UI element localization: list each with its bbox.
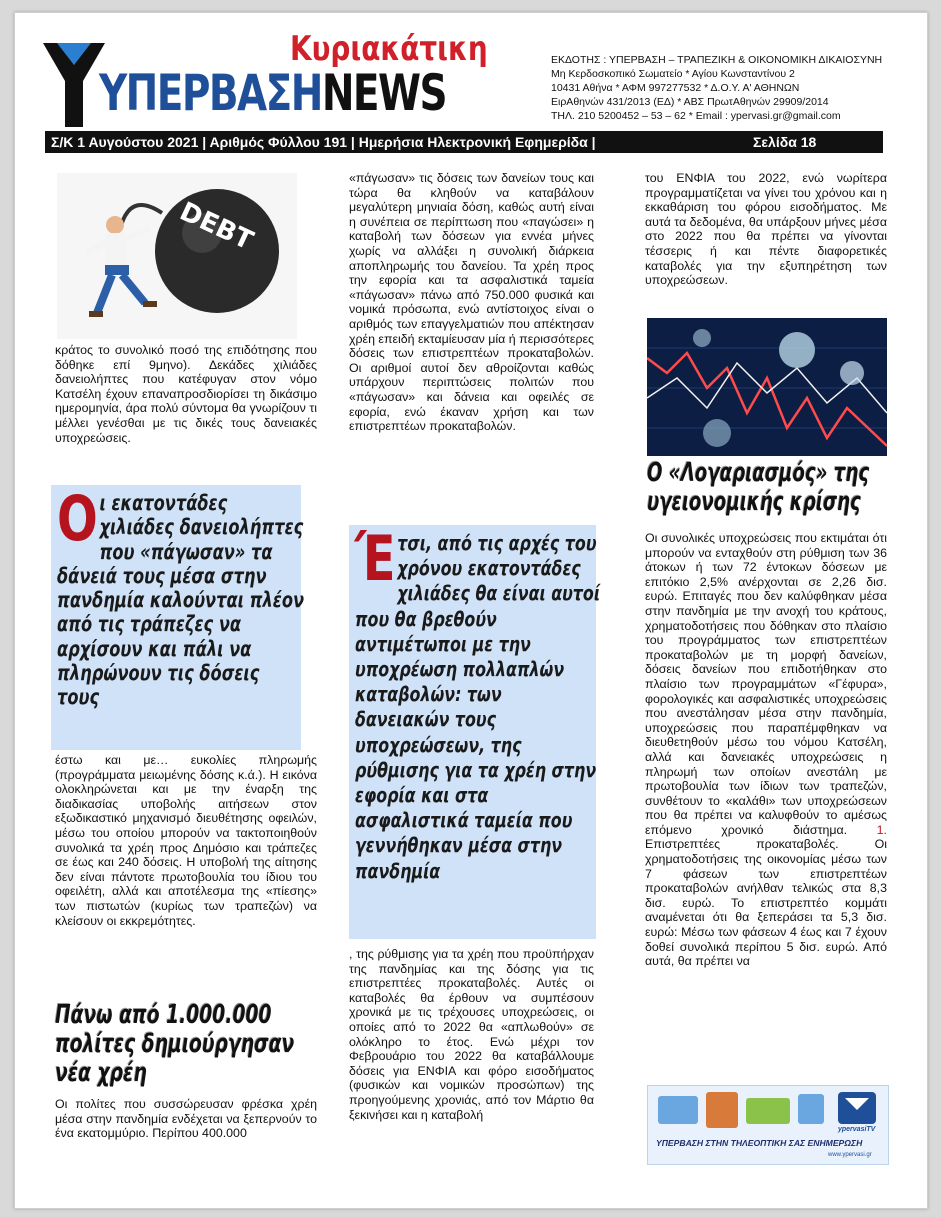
pull-quote-1-dropcap: Ο bbox=[57, 482, 98, 555]
masthead-brand bbox=[99, 65, 446, 121]
banner-brand: ypervasiTV bbox=[838, 1126, 876, 1133]
publisher-line: ΤΗΛ. 210 5200452 – 53 – 62 * Email : ypervasi.gr@gmail.com bbox=[551, 110, 841, 122]
logo-y-icon bbox=[43, 43, 105, 127]
pull-quote-2-text: τσι, από τις αρχές του χρόνου εκατοντάδες χιλιάδες θα είναι αυτοί που θα βρεθούν αντιμέτωποι με την υποχρέωση πολλαπλών καταβολών: των δανειακών τους υποχρεώσεων, της ρύθμισης για τα χρέη στην εφορία και στα ασφαλιστικά ταμεία που γεννήθηκαν μέσα στην πανδημία bbox=[355, 531, 601, 883]
col1-para-3: Οι πολίτες που συσσώρευσαν φρέσκα χρέη μέσα στην πανδημία ενδέχεται να ξεπερνούν το ένα εκατομμύριο. Περίπου 400.000 bbox=[55, 1097, 317, 1141]
debt-illustration-icon bbox=[57, 173, 297, 339]
heading-new-debts bbox=[55, 1001, 294, 1088]
brand-news: NEWS bbox=[321, 64, 446, 122]
pull-quote-1-text: ι εκατοντάδες χιλιάδες δανειολήπτες που «πάγωσαν» τα δάνειά τους μέσα στην πανδημία καλούνται πλέον από τις τράπεζες να αρχίσουν και πάλι να πληρώνουν τις δόσεις τους bbox=[57, 491, 305, 710]
newspaper-page bbox=[14, 12, 928, 1209]
pull-quote-2-dropcap: Έ bbox=[355, 522, 396, 595]
pull-quote-2 bbox=[349, 522, 601, 939]
col3-number: 1. bbox=[876, 822, 887, 837]
masthead-kyriakatiki: Κυριακάτικη bbox=[290, 29, 488, 69]
heading-health-crisis bbox=[647, 459, 869, 517]
col1-para-1: κράτος το συνολικό ποσό της επιδότησης που δόθηκε επί 9μηνο). Δεκάδες χιλιάδες δανειολήπτες που κατέφυγαν στον νόμο Κατσέλη έχουν επαναπροσδιορίσει τη δικάσιμο ημερομηνία, άρα πολύ σύντομα θα γνωρίζουν τι μέλλει γενέσθαι με τις δικές τους δανειακές υποχρεώσεις. bbox=[55, 343, 317, 445]
brand-main: ΥΠΕΡΒΑΣΗ bbox=[99, 64, 322, 122]
debt-sign: DEBT bbox=[175, 196, 258, 257]
col3-para-2b: Επιστρεπτέες προκαταβολές. Οι χρηματοδοτήσεις της οικονομίας μέσω των 7 φάσεων των επιστρεπτέων προκαταβολών ανήλθαν τελικώς στα 8,3 δισ. ευρώ. Το επιστρεπτέο κομμάτι αναμένεται ότι θα ξεπεράσει τα 5,3 δισ. ευρώ: Μέσω των φάσεων 4 έως και 7 έχουν δοθεί συνολικά περίπου 5 δισ. ευρώ. Από αυτά, θα πρέπει να bbox=[645, 837, 887, 969]
ypervasi-tv-banner[interactable] bbox=[647, 1085, 889, 1165]
col3-para-2a: Οι συνολικές υποχρεώσεις που εκτιμάται ότι μπορούν να ενταχθούν στη ρύθμιση των 36 άτοκων ή των 72 έντοκων δόσεων με επιτόκιο 2,5% ανέρχονται σε 2,26 δισ. ευρώ. Επιταγές που δεν καλύφθηκαν μέσα στην πανδημία με την ανοχή του κράτους, χρηματοδοτήσεις που δόθηκαν στο πλαίσιο του προγράμματος των επιστρεπτέων προκαταβολών με τη μορφή δανείων, δόσεις δανείων που επιδοτήθηκαν στο πλαίσιο των προγραμμάτων «Γέφυρα», φορολογικές και ασφαλιστικές υποχρεώσεις που ανεστάλησαν μέσα στην πανδημία, υποχρεώσεις που παραπέμφθηκαν να διευθετηθούν μέσω του νόμου Κατσέλη, αλλά και δανειακές υποχρεώσεις η πληρωμή των οποίων ανεστάλη με πρωτοβουλία των ίδιων των τραπεζών, συνθέτουν το «καλάθι» των υποχρεώσεων που θα πρέπει να καλυφθούν το αμέσως επόμενο χρονικό διάστημα. bbox=[645, 531, 887, 837]
issue-line: Σ/Κ 1 Αυγούστου 2021 | Αριθμός Φύλλου 191 | Ημερήσια Ηλεκτρονική Εφημερίδα | bbox=[51, 134, 596, 150]
heading-line: Ο «Λογαριασμός» της bbox=[647, 458, 870, 488]
virus-stock-chart-icon bbox=[647, 318, 887, 456]
heading-line: υγειονομικής κρίσης bbox=[647, 487, 861, 517]
heading-line: νέα χρέη bbox=[55, 1058, 147, 1088]
publisher-line: Μη Κερδοσκοπικό Σωματείο * Αγίου Κωνσταντίνου 2 bbox=[551, 68, 795, 80]
banner-url: www.ypervasi.gr bbox=[828, 1152, 872, 1158]
col1-para-2: έστω και με… ευκολίες πληρωμής (προγράμματα μειωμένης δόσης κ.ά.). Η εικόνα ολοκληρώνεται και με την έναρξη της διαδικασίας υποβολής αιτήσεων στον εξωδικαστικό μηχανισμό διευθέτησης οφειλών, μέσω του οποίου μπορούν να τακτοποιηθούν συνολικά τα χρέη προς Δημόσιο και τράπεζες σε έως και 240 δόσεις. Η υποβολή της αίτησης δεν είναι πάντοτε πρωτοβουλία του ίδιου του οφειλέτη, αλλά και αποτέλεσμα της «πίεσης» των πιστωτών (κυρίως των τραπεζών) να κλείσουν οι εκκρεμότητες. bbox=[55, 753, 317, 928]
col3-para-2 bbox=[645, 531, 887, 969]
publisher-line: 10431 Αθήνα * ΑΦΜ 997277532 * Δ.Ο.Υ. Α' ΑΘΗΝΩΝ bbox=[551, 82, 800, 94]
col2-para-2: , της ρύθμισης για τα χρέη που προϋπήρχαν της πανδημίας και της δόσης για τις επιστρεπτέες προκαταβολές. Αυτές οι καταβολές θα έρθουν να συμπέσουν χρονικά με τις τρέχουσες υποχρεώσεις, οι οποίες από το 2022 θα «απλωθούν» σε ολόκληρο το έτος. Ενώ μέχρι τον Φεβρουάριο του 2022 θα καταβάλλουμε δόσεις για ΕΝΦΙΑ και φόρο εισοδήματος (φυσικών και νομικών προσώπων) της προηγούμενης χρονιάς, από τον Μάρτιο θα ξεκινήσει και η καταβολή bbox=[349, 947, 594, 1122]
heading-line: Πάνω από 1.000.000 bbox=[55, 1000, 272, 1030]
issue-bar bbox=[45, 131, 883, 153]
debt-ball-image bbox=[57, 173, 297, 339]
heading-line: πολίτες δημιούργησαν bbox=[55, 1029, 295, 1059]
virus-chart-image bbox=[647, 318, 887, 456]
page-number: Σελίδα 18 bbox=[753, 134, 817, 150]
publisher-info bbox=[551, 53, 882, 123]
banner-caption: ΥΠΕΡΒΑΣΗ ΣΤΗΝ ΤΗΛΕΟΠΤΙΚΗ ΣΑΣ ΕΝΗΜΕΡΩΣΗ bbox=[656, 1138, 863, 1148]
col3-para-1: του ΕΝΦΙΑ του 2022, ενώ νωρίτερα προγραμματίζεται να γίνει του χρόνου και η εκκαθάριση του φόρου εισοδήματος. Με αυτά τα δεδομένα, θα υπάρξουν μήνες μέσα στο 2022 που θα πρέπει να γίνονται τέσσερις ή και πέντε διαφορετικές καταβολές για την εξυπηρέτηση των υποχρεώσεων. bbox=[645, 171, 887, 288]
publisher-line: ΕΚΔΟΤΗΣ : ΥΠΕΡΒΑΣΗ – ΤΡΑΠΕΖΙΚΗ & ΟΙΚΟΝΟΜΙΚΗ ΔΙΚΑΙΟΣΥΝΗ bbox=[551, 54, 883, 66]
pull-quote-1 bbox=[51, 482, 305, 750]
publisher-line: ΕιρΑθηνών 431/2013 (ΕΔ) * ΑΒΣ ΠρωτΑθηνών 29909/2014 bbox=[551, 96, 829, 108]
col2-para-1: «πάγωσαν» τις δόσεις των δανείων τους και τώρα θα κληθούν να καταβάλουν μεγαλύτερη μηνιαία δόση, καθώς αυτή είναι η συνέπεια σε περίπτωση που «παγώσει» η καταβολή των δόσεων για εννέα μήνες χωρίς να αλλάξει η συνολική διάρκεια αποπληρωμής του δανείου. Τα χρέη προς την εφορία και τα ασφαλιστικά ταμεία «πάγωσαν» πάνω από 750.000 φυσικά και νομικά πρόσωπα, ενώ αντίστοιχος είναι ο αριθμός των επαγγελματιών που απέκτησαν χρέη επειδή εκταμίευσαν μία ή περισσότερες δόσεις των επιστρεπτέων προκαταβολών. Οι αριθμοί αυτοί δεν αθροίζονται καθώς υπάρχουν περιπτώσεις πολιτών που «πάγωσαν» και δάνεια και οφειλές σε εφορία, ενώ έκαναν χρήση και των επιστρεπτέων προκαταβολών. bbox=[349, 171, 594, 434]
